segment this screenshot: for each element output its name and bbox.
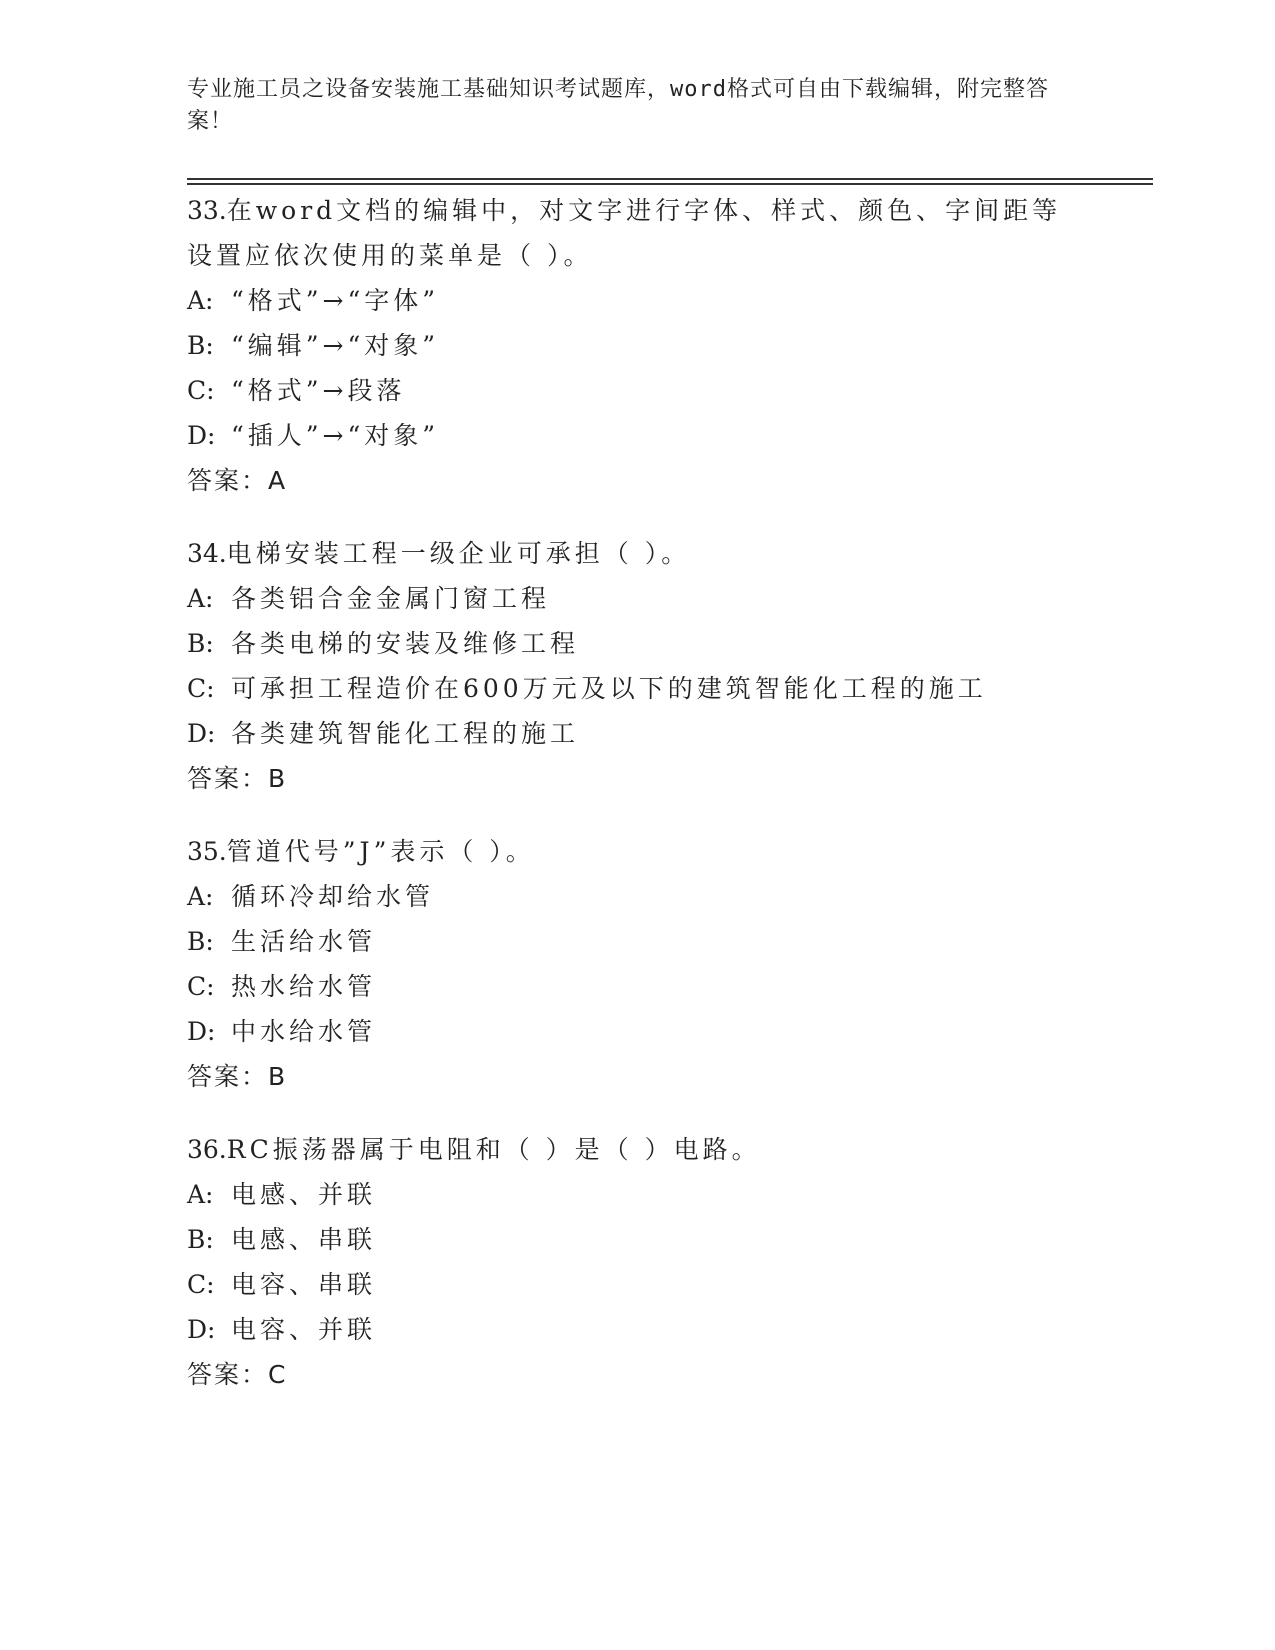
question-text bbox=[187, 531, 1067, 576]
option-a bbox=[187, 278, 1147, 323]
answer-line: 答案：B bbox=[187, 764, 288, 793]
option-text: 电感、串联 bbox=[231, 1225, 377, 1254]
question-number: 36. bbox=[187, 1135, 227, 1164]
option-text: 循环冷却给水管 bbox=[231, 882, 435, 911]
option-a bbox=[187, 874, 1147, 919]
option-c bbox=[187, 666, 1147, 711]
answer-line: 答案：B bbox=[187, 1062, 288, 1091]
option-text: 可承担工程造价在600万元及以下的建筑智能化工程的施工 bbox=[231, 674, 987, 703]
option-letter: D: bbox=[187, 421, 216, 450]
header-title: 专业施工员之设备安装施工基础知识考试题库，word格式可自由下载编辑，附完整答案！ bbox=[187, 77, 1049, 134]
option-c bbox=[187, 368, 1147, 413]
option-letter: D: bbox=[187, 1017, 216, 1046]
option-letter: A: bbox=[187, 882, 214, 911]
option-text: “编辑”→“对象” bbox=[231, 331, 440, 360]
option-letter: D: bbox=[187, 719, 216, 748]
option-text: 生活给水管 bbox=[231, 927, 377, 956]
option-letter: B: bbox=[187, 331, 214, 360]
option-letter: C: bbox=[187, 1270, 215, 1299]
option-text: 各类建筑智能化工程的施工 bbox=[231, 719, 580, 748]
option-text: “格式”→“字体” bbox=[231, 286, 440, 315]
option-d bbox=[187, 711, 1147, 756]
header-divider-bottom bbox=[187, 183, 1153, 185]
option-d bbox=[187, 413, 1147, 458]
question-stem: 在word文档的编辑中，对文字进行字体、样式、颜色、字间距等设置应依次使用的菜单是（ ）。 bbox=[187, 196, 1062, 270]
option-letter: C: bbox=[187, 674, 215, 703]
question-36 bbox=[187, 1127, 1147, 1398]
option-c bbox=[187, 964, 1147, 1009]
question-stem: 管道代号”J”表示（ ）。 bbox=[226, 837, 535, 866]
option-b bbox=[187, 323, 1147, 368]
option-text: 电容、并联 bbox=[231, 1315, 377, 1344]
option-letter: C: bbox=[187, 376, 215, 405]
option-b bbox=[187, 919, 1147, 964]
question-text bbox=[187, 829, 1067, 874]
option-text: 各类铝合金金属门窗工程 bbox=[231, 584, 551, 613]
option-letter: B: bbox=[187, 927, 214, 956]
question-35 bbox=[187, 829, 1147, 1100]
question-number: 34. bbox=[187, 539, 227, 568]
document-header bbox=[187, 74, 1067, 138]
question-number: 33. bbox=[187, 196, 227, 225]
question-33 bbox=[187, 188, 1147, 504]
question-text bbox=[187, 188, 1067, 278]
option-text: 中水给水管 bbox=[231, 1017, 377, 1046]
option-c bbox=[187, 1262, 1147, 1307]
option-text: 电容、串联 bbox=[231, 1270, 377, 1299]
question-text bbox=[187, 1127, 1067, 1172]
option-text: 各类电梯的安装及维修工程 bbox=[231, 629, 580, 658]
option-b bbox=[187, 621, 1147, 666]
option-letter: D: bbox=[187, 1315, 216, 1344]
option-a bbox=[187, 1172, 1147, 1217]
option-b bbox=[187, 1217, 1147, 1262]
option-letter: B: bbox=[187, 629, 214, 658]
option-d bbox=[187, 1307, 1147, 1352]
option-a bbox=[187, 576, 1147, 621]
option-letter: B: bbox=[187, 1225, 214, 1254]
option-letter: A: bbox=[187, 1180, 214, 1209]
question-34 bbox=[187, 531, 1147, 802]
option-text: 热水给水管 bbox=[231, 972, 377, 1001]
answer-line: 答案：C bbox=[187, 1360, 288, 1389]
option-text: 电感、并联 bbox=[231, 1180, 377, 1209]
option-letter: C: bbox=[187, 972, 215, 1001]
option-text: “格式”→段落 bbox=[231, 376, 406, 405]
question-stem: RC振荡器属于电阻和（ ）是（ ）电路。 bbox=[226, 1135, 761, 1164]
option-letter: A: bbox=[187, 584, 214, 613]
option-d bbox=[187, 1009, 1147, 1054]
question-number: 35. bbox=[187, 837, 227, 866]
answer-line: 答案：A bbox=[187, 466, 288, 495]
option-text: “插人”→“对象” bbox=[231, 421, 440, 450]
header-divider-top bbox=[187, 178, 1153, 180]
question-stem: 电梯安装工程一级企业可承担（ ）。 bbox=[226, 539, 691, 568]
question-list bbox=[187, 188, 1147, 1425]
option-letter: A: bbox=[187, 286, 214, 315]
